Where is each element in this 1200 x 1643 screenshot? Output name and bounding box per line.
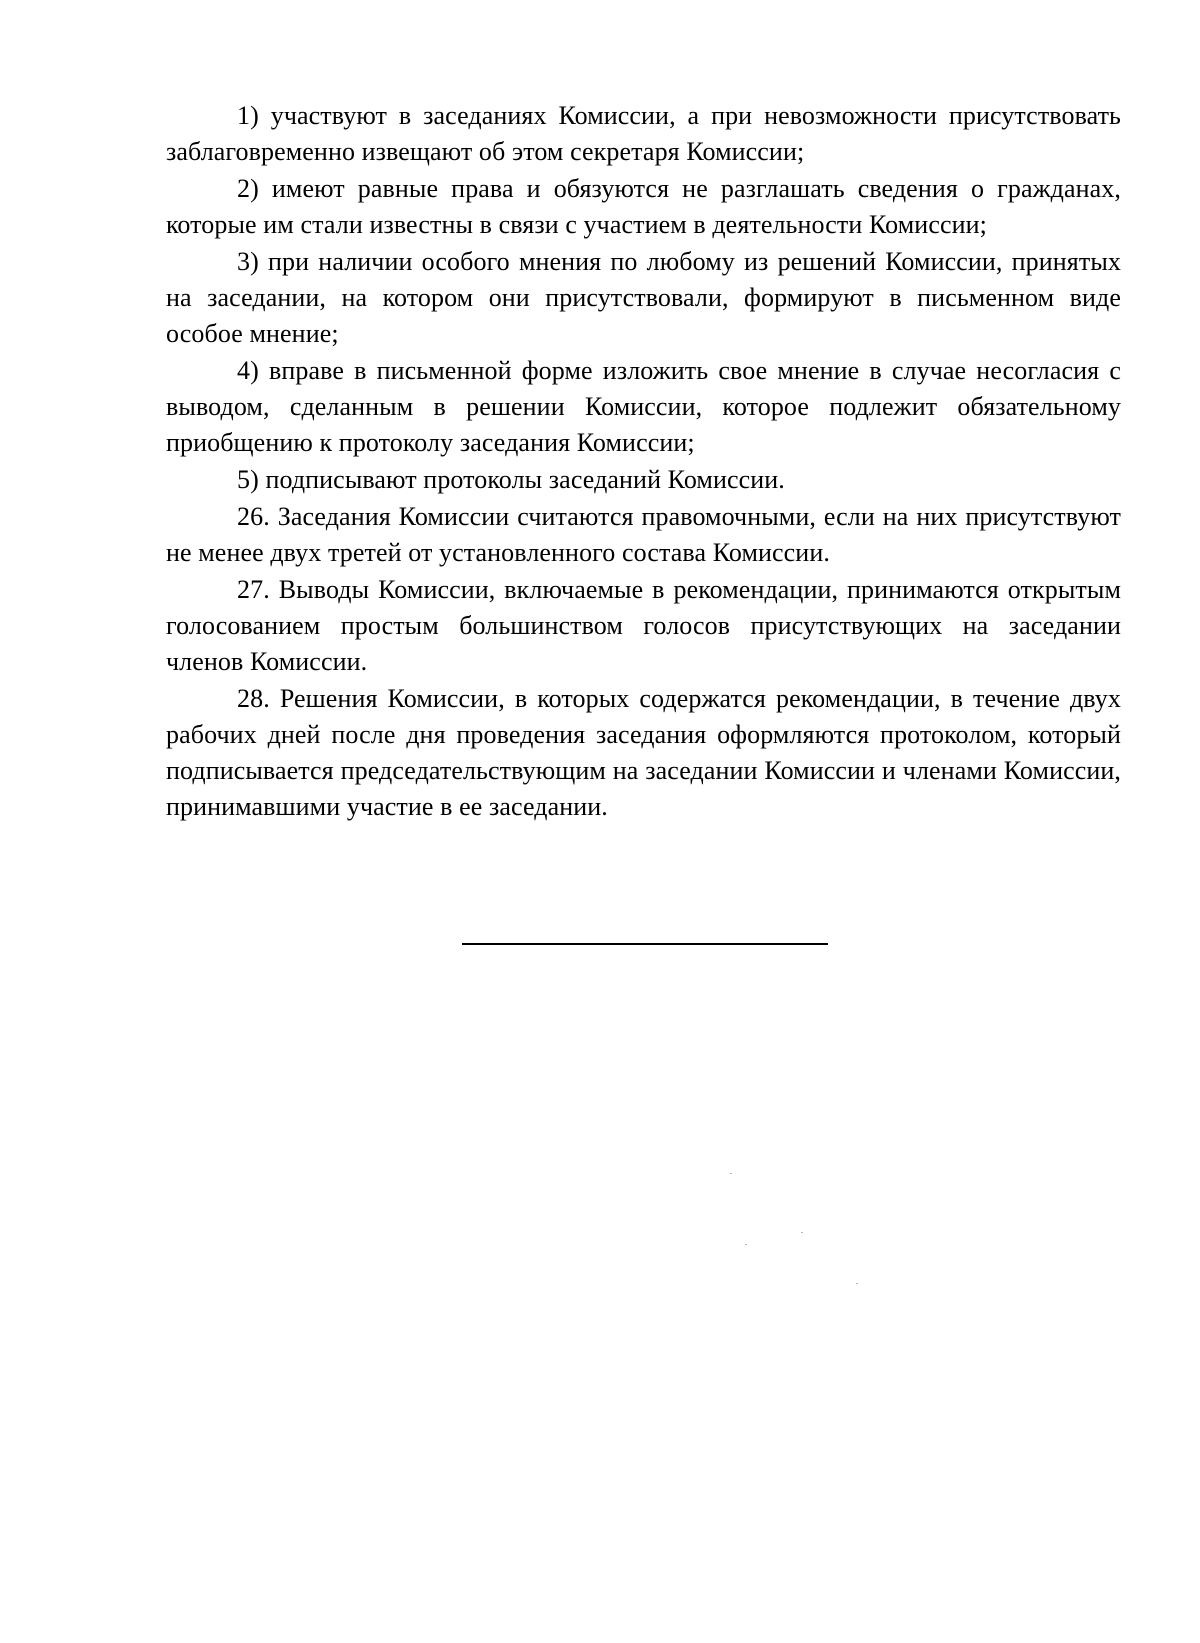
paragraph-item-3: 3) при наличии особого мнения по любому из решений Комиссии, принятых на заседании, на котором они присутствовали, формируют в письменном виде особое мнение; bbox=[166, 247, 1121, 348]
scan-speck bbox=[730, 1173, 732, 1174]
paragraph-item-5: 5) подписывают протоколы заседаний Комиссии. bbox=[237, 465, 785, 494]
paragraph-item-4: 4) вправе в письменной форме изложить свое мнение в случае несогласия с выводом, сделанным в решении Комиссии, которое подлежит обязательному приобщению к протоколу заседания Комиссии; bbox=[166, 356, 1121, 457]
scan-speck bbox=[801, 1232, 803, 1233]
scan-speck bbox=[856, 1283, 858, 1284]
scan-speck bbox=[745, 1244, 747, 1245]
paragraph-28: 28. Решения Комиссии, в которых содержатся рекомендации, в течение двух рабочих дней после дня проведения заседания оформляются протоколом, который подписывается председательствующим на заседании Комиссии и членами Комиссии, принимавшими участие в ее заседании. bbox=[166, 684, 1121, 821]
end-divider-line bbox=[462, 943, 828, 945]
paragraph-item-2: 2) имеют равные права и обязуются не разглашать сведения о гражданах, которые им стали известны в связи с участием в деятельности Комиссии; bbox=[166, 174, 1121, 239]
paragraph-26: 26. Заседания Комиссии считаются правомочными, если на них присутствуют не менее двух третей от установленного состава Комиссии. bbox=[166, 502, 1121, 567]
document-body bbox=[166, 98, 1121, 826]
paragraph-27: 27. Выводы Комиссии, включаемые в рекомендации, принимаются открытым голосованием простым большинством голосов присутствующих на заседании членов Комиссии. bbox=[166, 575, 1121, 676]
paragraph-item-1: 1) участвуют в заседаниях Комиссии, а при невозможности присутствовать заблаговременно извещают об этом секретаря Комиссии; bbox=[166, 101, 1121, 166]
